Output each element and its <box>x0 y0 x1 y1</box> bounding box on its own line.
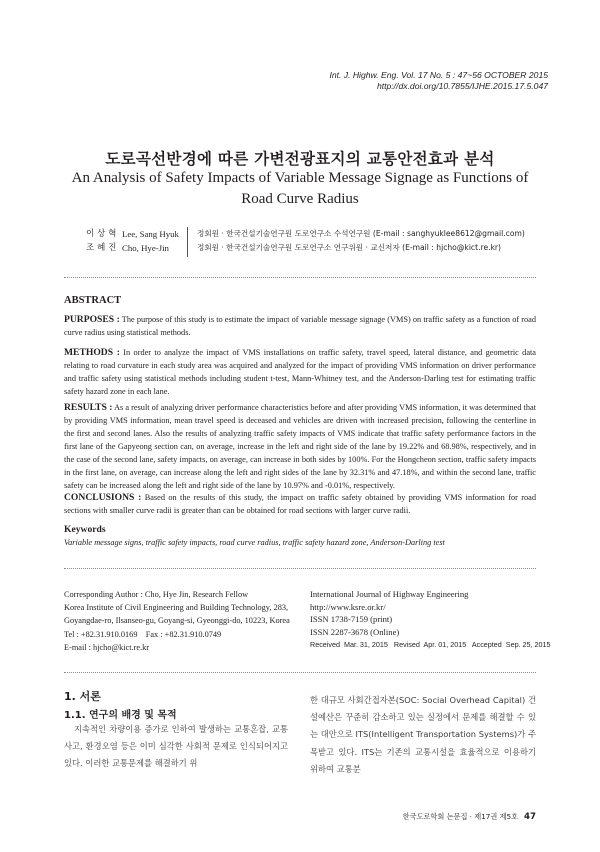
keywords-text: Variable message signs, traffic safety impacts, road curve radius, traffic safety hazard zone, Anderson-Darling test <box>64 538 445 547</box>
corr-line-3: Goyangdae-ro, Ilsanseo-gu, Goyang-si, Gyeonggi-do, 10223, Korea <box>64 616 290 626</box>
page-number: 47 <box>524 812 536 822</box>
submission-dates: Received Mar. 31, 2015 Revised Apr. 01, 2015 Accepted Sep. 25, 2015 <box>310 640 551 650</box>
page-footer <box>403 812 536 822</box>
author-affil-1: 정회원 · 한국건설기술연구원 도로연구소 수석연구원 (E-mail : sanghyuklee8612@gmail.com) <box>197 229 525 238</box>
doi-link[interactable]: http://dx.doi.org/10.7855/IJHE.2015.17.5.047 <box>376 81 548 91</box>
divider-top <box>64 277 536 278</box>
methods-label: METHODS : <box>64 347 120 358</box>
footer-journal: 한국도로학회 논문집 · 제17권 제5호 <box>402 812 519 821</box>
author-en-2: Cho, Hye-Jin <box>122 243 169 253</box>
methods-text: In order to analyze the impact of VMS installations on traffic safety, travel speed, lateral distance, and geometric data relating to road curvature in each study area was acquired and analyzed for the impact of providing VMS information on driver performance and traffic safety using statistical methods including student t-test, Mann-Whitney test, and the Anderson-Darling test for estimating traffic safety hazard zone in each lane. <box>64 348 536 396</box>
author-ko-1: 이 상 혁 <box>86 229 117 239</box>
journal-name: International Journal of Highway Engineering <box>310 589 469 599</box>
journal-url[interactable]: http://www.ksre.or.kr/ <box>310 601 386 612</box>
conclusions-text: Based on the results of this study, the impact on traffic safety obtained by providing VMS information for road sections with smaller curve radii is greater than can be obtained for road sections with larger curve radii. <box>64 493 537 515</box>
corr-line-4: Tel : +82.31.910.0169 Fax : +82.31.910.0749 <box>64 629 222 639</box>
author-names-korean <box>86 227 116 255</box>
section-heading-1: 1. 서론 <box>64 690 101 703</box>
title-english-line2: Road Curve Radius <box>241 191 359 207</box>
purposes-text: The purpose of this study is to estimate the impact of variable message signage (VMS) on traffic safety as a function of road curve radius using statistical methods. <box>64 315 537 337</box>
title-english-line1: An Analysis of Safety Impacts of Variable Message Signage as Functions of <box>71 170 529 186</box>
journal-citation: Int. J. Highw. Eng. Vol. 17 No. 5 : 47~56 OCTOBER 2015 <box>329 70 548 80</box>
abstract-results <box>64 401 536 492</box>
issn-print: ISSN 1738-7159 (print) <box>310 614 393 625</box>
author-divider <box>187 227 188 257</box>
journal-info <box>310 588 551 652</box>
title-korean: 도로곡선반경에 따른 가변전광표지의 교통안전효과 분석 <box>105 150 495 168</box>
author-affiliations <box>197 227 525 255</box>
corresponding-author <box>64 588 290 654</box>
abstract-purposes <box>64 313 536 339</box>
body-text-right: 한 대규모 사회간접자본(SOC: Social Overhead Capital) 건설예산은 꾸준히 감소하고 있는 실정에서 문제를 해결할 수 있는 대안으로 ITS(Intelligent Transportation Systems)가 주목받고 있다. ITS는 기존의 교통시설을 효율적으로 이용하기 위하여 교통분 <box>310 695 536 774</box>
results-label: RESULTS : <box>64 402 113 413</box>
corr-line-2: Korea Institute of Civil Engineering and Building Technology, 283, <box>64 603 289 613</box>
abstract-conclusions <box>64 491 536 517</box>
abstract-heading: ABSTRACT <box>64 295 122 306</box>
author-ko-2: 조 혜 진 <box>86 243 117 253</box>
corr-email[interactable]: E-mail : hjcho@kict.re.kr <box>64 642 150 652</box>
divider-bottom <box>64 672 536 673</box>
abstract-methods <box>64 346 536 398</box>
corr-line-1: Corresponding Author : Cho, Hye Jin, Research Fellow <box>64 590 249 599</box>
body-text-left: 지속적인 차량이용 증가로 인하여 발생하는 교통혼잡, 교통사고, 환경오염 등은 이미 심각한 사회적 문제로 인식되어지고 있다. 이러한 교통문제를 해결하기 위 <box>64 724 288 769</box>
section-heading-1-1: 1.1. 연구의 배경 및 목적 <box>64 710 177 721</box>
conclusions-label: CONCLUSIONS : <box>64 492 142 503</box>
issn-online: ISSN 2287-3678 (Online) <box>310 626 400 637</box>
results-text: As a result of analyzing driver performance characteristics before and after providing VMS information, it was determined that by providing VMS information, mean travel speed is deceased and vehicles are driven with increased precision, following the centerline in the first and second lanes. Also the results of analyzing traffic safety impacts of VMS indicate that traffic safety performance factors in the first lane of the Gapyeong section can, on average, increase in the left and right side of the lane by 19.22% and 68.98%, respectively, and in the case of the second lane, safety impacts, on average, can increase in both sides by 100%. For the Hongcheon section, traffic safety impacts in the first lane, on average, can increase along the left and right sides of the lane by 32.31% and 47.18%, and within the second lane, traffic safety can be increased along the left and right side of the lane by 10.97% and -0.01%, respectively. <box>64 403 536 490</box>
purposes-label: PURPOSES : <box>64 314 120 325</box>
title-english <box>0 168 600 210</box>
divider-middle <box>64 568 536 569</box>
author-names-english <box>122 227 179 255</box>
author-affil-2: 정회원 · 한국건설기술연구원 도로연구소 연구위원 · 교신저자 (E-mail : hjcho@kict.re.kr) <box>197 243 502 252</box>
author-en-1: Lee, Sang Hyuk <box>122 229 179 239</box>
keywords-heading: Keywords <box>64 524 106 535</box>
